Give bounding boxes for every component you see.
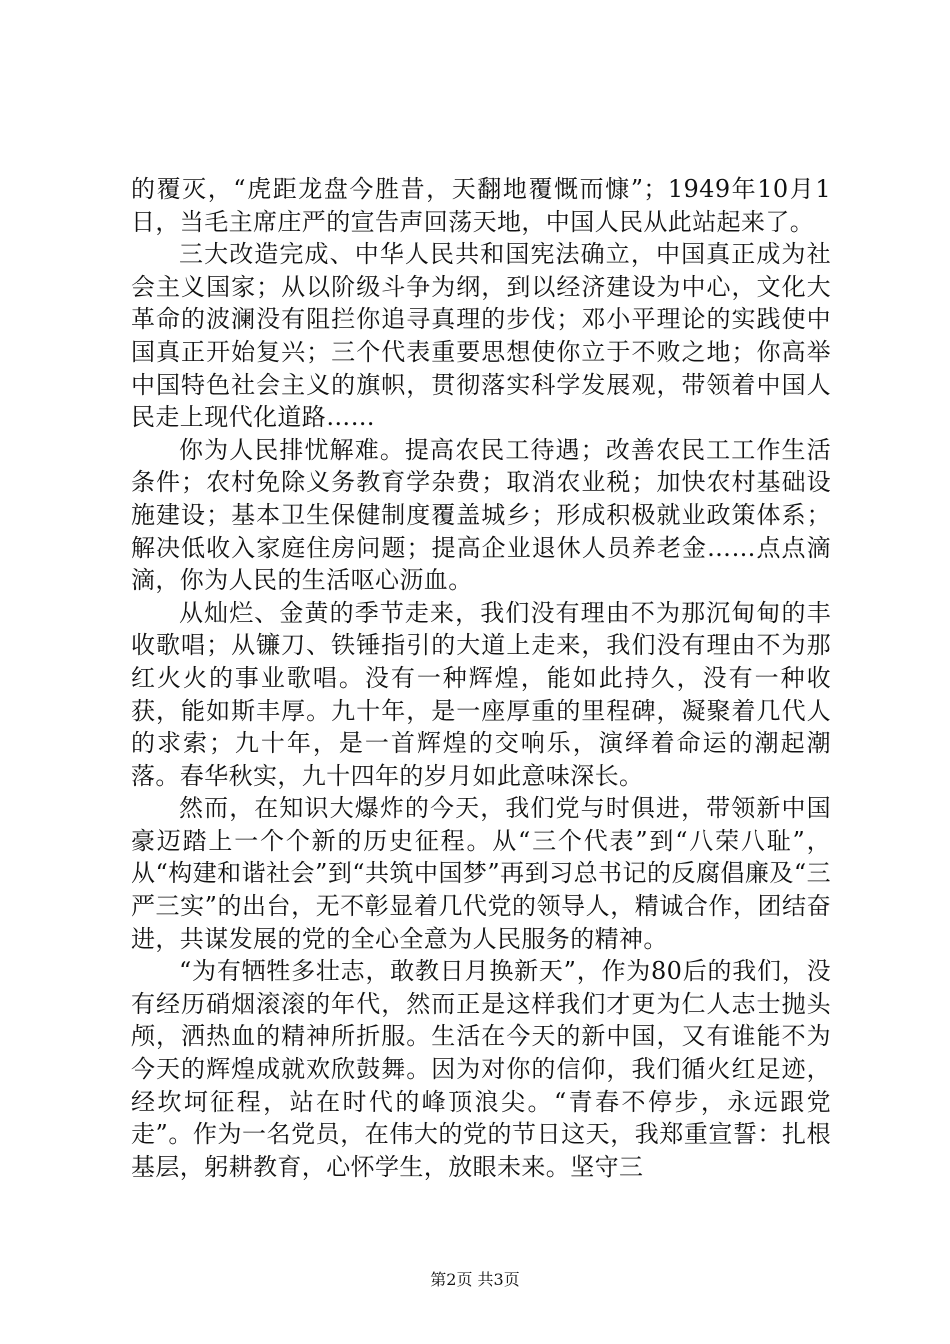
paragraph-2: 三大改造完成、中华人民共和国宪法确立，中国真正成为社会主义国家；从以阶级斗争为纲，到以经济建设为中心，文化大革命的波澜没有阻拦你追寻真理的步伐；邓小平理论的实践使中国真正开始复兴；三个代表重要思想使你立于不败之地；你高举中国特色社会主义的旗帜，贯彻落实科学发展观，带领着中国人民走上现代化道路……	[131, 240, 831, 432]
paragraph-1: 的覆灭，“虎距龙盘今胜昔，天翻地覆慨而慷”；1949年10月1日，当毛主席庄严的宣告声回荡天地，中国人民从此站起来了。	[131, 175, 831, 236]
paragraph-4: 从灿烂、金黄的季节走来，我们没有理由不为那沉甸甸的丰收歌唱；从镰刀、铁锤指引的大道上走来，我们没有理由不为那红火火的事业歌唱。没有一种辉煌，能如此持久，没有一种收获，能如斯丰厚。九十年，是一座厚重的里程碑，凝聚着几代人的求索；九十年，是一首辉煌的交响乐，演绎着命运的潮起潮落。春华秋实，九十四年的岁月如此意味深长。	[131, 598, 831, 790]
paragraph-3: 你为人民排忧解难。提高农民工待遇；改善农民工工作生活条件；农村免除义务教育学杂费；取消农业税；加快农村基础设施建设；基本卫生保健制度覆盖城乡；形成积极就业政策体系；解决低收入家庭住房问题；提高企业退休人员养老金……点点滴滴，你为人民的生活呕心沥血。	[131, 435, 831, 595]
paragraph-5: 然而，在知识大爆炸的今天，我们党与时俱进，带领新中国豪迈踏上一个个新的历史征程。从“三个代表”到“八荣八耻”，从“构建和谐社会”到“共筑中国梦”再到习总书记的反腐倡廉及“三严三实”的出台，无不彰显着几代党的领导人，精诚合作，团结奋进，共谋发展的党的全心全意为人民服务的精神。	[131, 794, 831, 953]
page-footer: 第2页 共3页	[430, 1270, 520, 1289]
paragraph-6: “为有牺牲多壮志，敢教日月换新天”，作为80后的我们，没有经历硝烟滚滚的年代，然而正是这样我们才更为仁人志士抛头颅，洒热血的精神所折服。生活在今天的新中国，又有谁能不为今天的辉煌成就欢欣鼓舞。因为对你的信仰，我们循火红足迹，经坎坷征程，站在时代的峰顶浪尖。“青春不停步，永远跟党走”。作为一名党员，在伟大的党的节日这天，我郑重宣誓：扎根基层，躬耕教育，心怀学生，放眼未来。坚守三	[131, 957, 831, 1181]
document-body	[131, 173, 831, 1183]
